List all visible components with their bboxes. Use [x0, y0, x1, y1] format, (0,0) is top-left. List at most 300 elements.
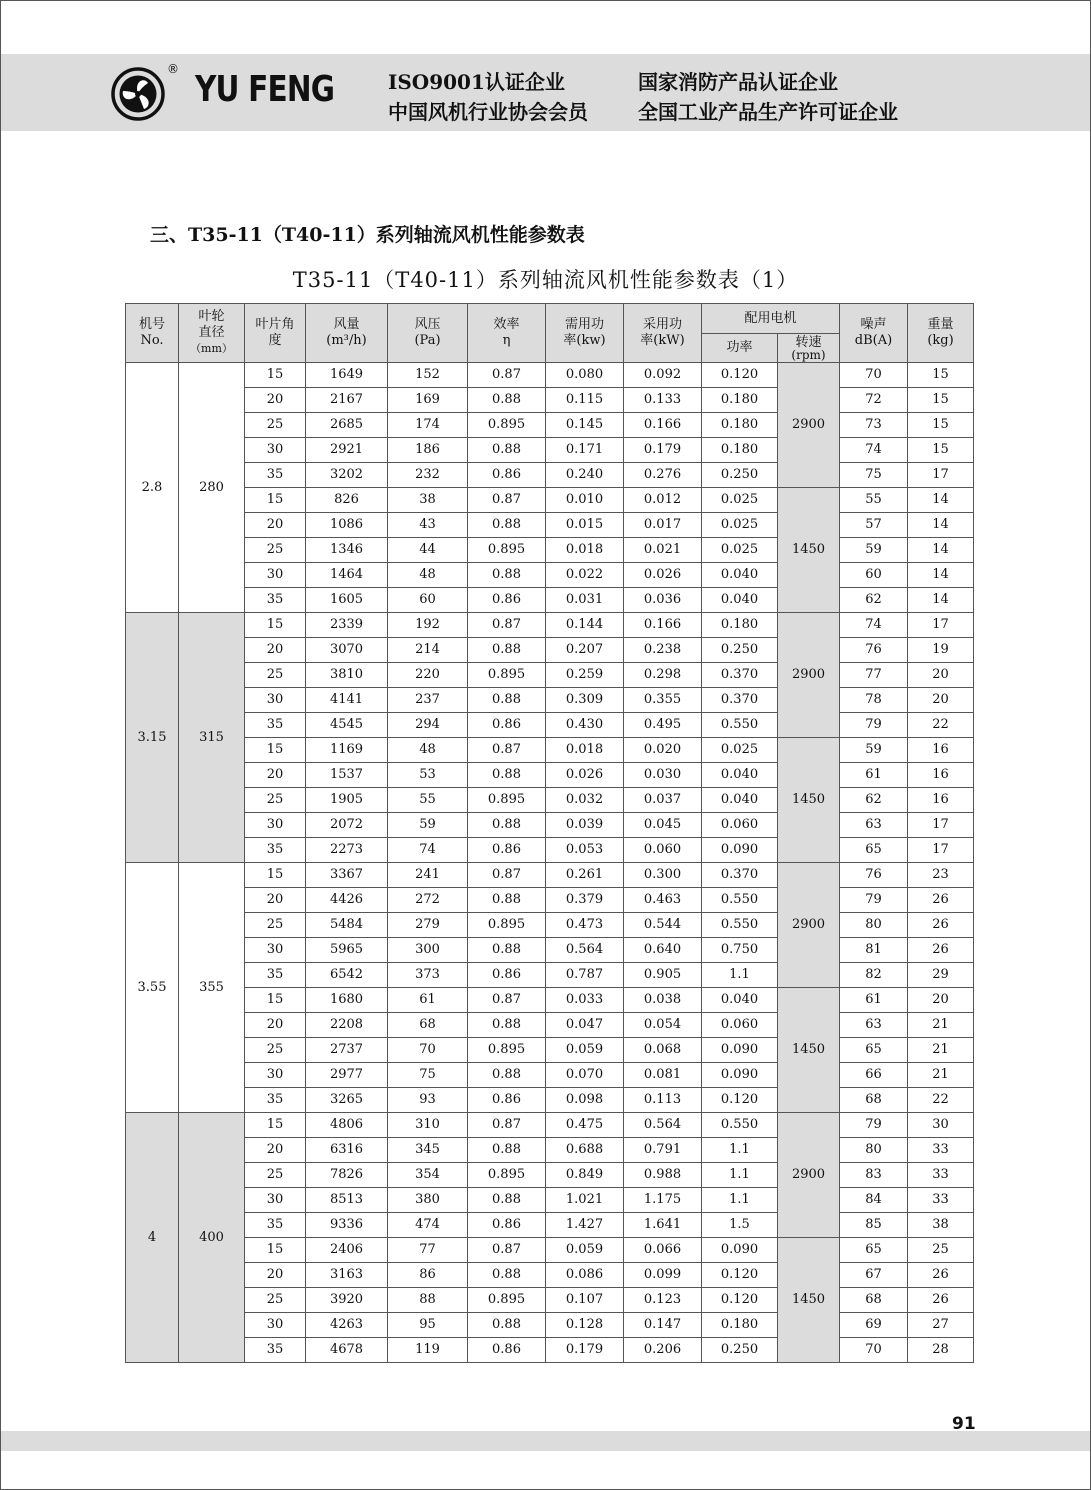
pressure-cell: 74 [388, 838, 468, 863]
motor-speed-cell: 1450 [778, 738, 840, 863]
weight-cell: 21 [908, 1038, 974, 1063]
angle-cell: 25 [245, 788, 306, 813]
efficiency-cell: 0.88 [468, 1313, 546, 1338]
weight-cell: 14 [908, 563, 974, 588]
used-power-cell: 0.147 [624, 1313, 702, 1338]
table-row [126, 513, 974, 538]
noise-cell: 85 [840, 1213, 908, 1238]
noise-cell: 59 [840, 738, 908, 763]
noise-cell: 65 [840, 1038, 908, 1063]
table-row [126, 588, 974, 613]
motor-power-cell: 0.090 [702, 838, 778, 863]
pressure-cell: 38 [388, 488, 468, 513]
table-row [126, 838, 974, 863]
table-row [126, 613, 974, 638]
diameter-cell: 355 [179, 863, 245, 1113]
weight-cell: 23 [908, 863, 974, 888]
angle-cell: 15 [245, 1238, 306, 1263]
required-power-cell: 0.098 [546, 1088, 624, 1113]
pressure-cell: 232 [388, 463, 468, 488]
required-power-cell: 0.688 [546, 1138, 624, 1163]
noise-cell: 79 [840, 713, 908, 738]
angle-cell: 20 [245, 888, 306, 913]
efficiency-cell: 0.86 [468, 713, 546, 738]
required-power-cell: 0.309 [546, 688, 624, 713]
pressure-cell: 119 [388, 1338, 468, 1363]
pressure-cell: 474 [388, 1213, 468, 1238]
pressure-cell: 310 [388, 1113, 468, 1138]
weight-cell: 20 [908, 988, 974, 1013]
table-row [126, 963, 974, 988]
required-power-cell: 0.031 [546, 588, 624, 613]
table-row [126, 988, 974, 1013]
required-power-cell: 0.430 [546, 713, 624, 738]
noise-cell: 84 [840, 1188, 908, 1213]
used-power-cell: 0.791 [624, 1138, 702, 1163]
efficiency-cell: 0.88 [468, 813, 546, 838]
table-row [126, 1013, 974, 1038]
table-row [126, 1313, 974, 1338]
required-power-cell: 0.171 [546, 438, 624, 463]
pressure-cell: 241 [388, 863, 468, 888]
flow-cell: 7826 [306, 1163, 388, 1188]
pressure-cell: 214 [388, 638, 468, 663]
efficiency-cell: 0.895 [468, 788, 546, 813]
required-power-cell: 0.059 [546, 1238, 624, 1263]
weight-cell: 15 [908, 413, 974, 438]
weight-cell: 19 [908, 638, 974, 663]
flow-cell: 1169 [306, 738, 388, 763]
table-row [126, 813, 974, 838]
weight-cell: 33 [908, 1138, 974, 1163]
table-row [126, 663, 974, 688]
noise-cell: 78 [840, 688, 908, 713]
motor-power-cell: 0.370 [702, 688, 778, 713]
flow-cell: 3202 [306, 463, 388, 488]
pressure-cell: 279 [388, 913, 468, 938]
flow-cell: 3367 [306, 863, 388, 888]
used-power-cell: 0.026 [624, 563, 702, 588]
table-row [126, 563, 974, 588]
efficiency-cell: 0.895 [468, 538, 546, 563]
flow-cell: 5484 [306, 913, 388, 938]
flow-cell: 4545 [306, 713, 388, 738]
used-power-cell: 0.564 [624, 1113, 702, 1138]
required-power-cell: 0.259 [546, 663, 624, 688]
diameter-cell: 315 [179, 613, 245, 863]
flow-cell: 6316 [306, 1138, 388, 1163]
table-row [126, 688, 974, 713]
weight-cell: 14 [908, 488, 974, 513]
required-power-cell: 0.144 [546, 613, 624, 638]
table-row [126, 1213, 974, 1238]
angle-cell: 30 [245, 1188, 306, 1213]
pressure-cell: 152 [388, 363, 468, 388]
performance-table [125, 303, 974, 1363]
used-power-cell: 0.030 [624, 763, 702, 788]
used-power-cell: 1.175 [624, 1188, 702, 1213]
efficiency-cell: 0.87 [468, 363, 546, 388]
motor-power-cell: 0.250 [702, 638, 778, 663]
used-power-cell: 0.045 [624, 813, 702, 838]
weight-cell: 26 [908, 888, 974, 913]
angle-cell: 35 [245, 463, 306, 488]
flow-cell: 3920 [306, 1288, 388, 1313]
flow-cell: 3070 [306, 638, 388, 663]
required-power-cell: 0.107 [546, 1288, 624, 1313]
col-header-motor-power: 功率 [702, 334, 778, 363]
noise-cell: 76 [840, 863, 908, 888]
flow-cell: 4806 [306, 1113, 388, 1138]
motor-speed-cell: 1450 [778, 1238, 840, 1363]
efficiency-cell: 0.88 [468, 688, 546, 713]
col-header-flow: 风量 (m³/h) [306, 304, 388, 363]
angle-cell: 25 [245, 538, 306, 563]
table-row [126, 1238, 974, 1263]
pressure-cell: 380 [388, 1188, 468, 1213]
noise-cell: 62 [840, 588, 908, 613]
table-row [126, 1113, 974, 1138]
efficiency-cell: 0.88 [468, 1063, 546, 1088]
used-power-cell: 0.544 [624, 913, 702, 938]
page-number: 91 [952, 1414, 976, 1434]
noise-cell: 77 [840, 663, 908, 688]
used-power-cell: 0.988 [624, 1163, 702, 1188]
motor-power-cell: 0.040 [702, 563, 778, 588]
pressure-cell: 294 [388, 713, 468, 738]
brand-name: YU FENG [195, 69, 335, 110]
used-power-cell: 0.133 [624, 388, 702, 413]
motor-speed-cell: 2900 [778, 1113, 840, 1238]
weight-cell: 38 [908, 1213, 974, 1238]
motor-power-cell: 0.750 [702, 938, 778, 963]
weight-cell: 33 [908, 1188, 974, 1213]
efficiency-cell: 0.86 [468, 1213, 546, 1238]
required-power-cell: 0.018 [546, 738, 624, 763]
pressure-cell: 59 [388, 813, 468, 838]
table-row [126, 438, 974, 463]
motor-power-cell: 0.550 [702, 913, 778, 938]
noise-cell: 67 [840, 1263, 908, 1288]
pressure-cell: 373 [388, 963, 468, 988]
required-power-cell: 0.564 [546, 938, 624, 963]
pressure-cell: 192 [388, 613, 468, 638]
required-power-cell: 0.145 [546, 413, 624, 438]
angle-cell: 30 [245, 938, 306, 963]
flow-cell: 1649 [306, 363, 388, 388]
required-power-cell: 0.086 [546, 1263, 624, 1288]
motor-power-cell: 0.040 [702, 788, 778, 813]
pressure-cell: 86 [388, 1263, 468, 1288]
weight-cell: 15 [908, 363, 974, 388]
fan-no-cell: 3.55 [126, 863, 179, 1113]
weight-cell: 17 [908, 838, 974, 863]
used-power-cell: 0.066 [624, 1238, 702, 1263]
used-power-cell: 0.300 [624, 863, 702, 888]
angle-cell: 25 [245, 1163, 306, 1188]
weight-cell: 21 [908, 1013, 974, 1038]
angle-cell: 15 [245, 613, 306, 638]
efficiency-cell: 0.895 [468, 413, 546, 438]
required-power-cell: 0.128 [546, 1313, 624, 1338]
required-power-cell: 0.026 [546, 763, 624, 788]
cert-license: 全国工业产品生产许可证企业 [638, 100, 898, 124]
used-power-cell: 0.238 [624, 638, 702, 663]
pressure-cell: 300 [388, 938, 468, 963]
table-row [126, 1088, 974, 1113]
noise-cell: 75 [840, 463, 908, 488]
pressure-cell: 220 [388, 663, 468, 688]
required-power-cell: 0.070 [546, 1063, 624, 1088]
motor-power-cell: 0.550 [702, 713, 778, 738]
used-power-cell: 0.038 [624, 988, 702, 1013]
angle-cell: 20 [245, 513, 306, 538]
col-header-pressure: 风压 (Pa) [388, 304, 468, 363]
motor-power-cell: 0.090 [702, 1063, 778, 1088]
weight-cell: 17 [908, 813, 974, 838]
cert-iso: ISO9001认证企业 [388, 70, 565, 94]
required-power-cell: 0.787 [546, 963, 624, 988]
angle-cell: 25 [245, 413, 306, 438]
angle-cell: 20 [245, 1138, 306, 1163]
angle-cell: 35 [245, 1338, 306, 1363]
weight-cell: 17 [908, 463, 974, 488]
flow-cell: 1605 [306, 588, 388, 613]
required-power-cell: 0.240 [546, 463, 624, 488]
required-power-cell: 0.039 [546, 813, 624, 838]
noise-cell: 72 [840, 388, 908, 413]
used-power-cell: 0.298 [624, 663, 702, 688]
weight-cell: 26 [908, 1263, 974, 1288]
required-power-cell: 0.059 [546, 1038, 624, 1063]
efficiency-cell: 0.87 [468, 988, 546, 1013]
col-header-motor-speed: 转速 (rpm) [778, 334, 840, 363]
required-power-cell: 0.010 [546, 488, 624, 513]
table-row [126, 1063, 974, 1088]
used-power-cell: 0.355 [624, 688, 702, 713]
weight-cell: 30 [908, 1113, 974, 1138]
weight-cell: 14 [908, 538, 974, 563]
flow-cell: 2339 [306, 613, 388, 638]
required-power-cell: 0.033 [546, 988, 624, 1013]
weight-cell: 33 [908, 1163, 974, 1188]
motor-power-cell: 0.025 [702, 488, 778, 513]
motor-power-cell: 1.1 [702, 1188, 778, 1213]
motor-power-cell: 0.250 [702, 463, 778, 488]
used-power-cell: 0.037 [624, 788, 702, 813]
required-power-cell: 0.015 [546, 513, 624, 538]
angle-cell: 20 [245, 1013, 306, 1038]
flow-cell: 1086 [306, 513, 388, 538]
table-row [126, 363, 974, 388]
angle-cell: 25 [245, 1288, 306, 1313]
efficiency-cell: 0.88 [468, 638, 546, 663]
angle-cell: 15 [245, 738, 306, 763]
motor-power-cell: 0.120 [702, 1263, 778, 1288]
flow-cell: 826 [306, 488, 388, 513]
motor-power-cell: 0.090 [702, 1038, 778, 1063]
table-row [126, 538, 974, 563]
angle-cell: 15 [245, 863, 306, 888]
efficiency-cell: 0.86 [468, 963, 546, 988]
used-power-cell: 0.081 [624, 1063, 702, 1088]
pressure-cell: 95 [388, 1313, 468, 1338]
noise-cell: 79 [840, 888, 908, 913]
efficiency-cell: 0.86 [468, 588, 546, 613]
required-power-cell: 0.473 [546, 913, 624, 938]
weight-cell: 15 [908, 388, 974, 413]
footer-band [1, 1431, 1090, 1451]
flow-cell: 2072 [306, 813, 388, 838]
motor-power-cell: 0.120 [702, 363, 778, 388]
flow-cell: 8513 [306, 1188, 388, 1213]
flow-cell: 4141 [306, 688, 388, 713]
efficiency-cell: 0.88 [468, 1138, 546, 1163]
noise-cell: 57 [840, 513, 908, 538]
efficiency-cell: 0.88 [468, 388, 546, 413]
weight-cell: 20 [908, 688, 974, 713]
motor-power-cell: 0.120 [702, 1288, 778, 1313]
motor-power-cell: 0.180 [702, 1313, 778, 1338]
efficiency-cell: 0.87 [468, 1113, 546, 1138]
flow-cell: 2273 [306, 838, 388, 863]
required-power-cell: 0.022 [546, 563, 624, 588]
motor-speed-cell: 2900 [778, 863, 840, 988]
angle-cell: 15 [245, 363, 306, 388]
used-power-cell: 0.017 [624, 513, 702, 538]
pressure-cell: 174 [388, 413, 468, 438]
motor-power-cell: 0.040 [702, 763, 778, 788]
efficiency-cell: 0.88 [468, 513, 546, 538]
pressure-cell: 60 [388, 588, 468, 613]
fan-no-cell: 4 [126, 1113, 179, 1363]
motor-power-cell: 1.5 [702, 1213, 778, 1238]
flow-cell: 4263 [306, 1313, 388, 1338]
fan-logo-icon [111, 67, 165, 121]
pressure-cell: 48 [388, 738, 468, 763]
table-row [126, 1188, 974, 1213]
motor-speed-cell: 2900 [778, 363, 840, 488]
angle-cell: 30 [245, 563, 306, 588]
flow-cell: 2685 [306, 413, 388, 438]
noise-cell: 80 [840, 913, 908, 938]
required-power-cell: 0.032 [546, 788, 624, 813]
motor-speed-cell: 1450 [778, 988, 840, 1113]
noise-cell: 60 [840, 563, 908, 588]
efficiency-cell: 0.88 [468, 1188, 546, 1213]
motor-power-cell: 0.090 [702, 1238, 778, 1263]
col-header-motor: 配用电机 [702, 304, 840, 334]
noise-cell: 63 [840, 1013, 908, 1038]
flow-cell: 2167 [306, 388, 388, 413]
weight-cell: 22 [908, 1088, 974, 1113]
fan-no-cell: 3.15 [126, 613, 179, 863]
table-row [126, 1338, 974, 1363]
noise-cell: 62 [840, 788, 908, 813]
required-power-cell: 0.179 [546, 1338, 624, 1363]
pressure-cell: 68 [388, 1013, 468, 1038]
pressure-cell: 345 [388, 1138, 468, 1163]
used-power-cell: 0.179 [624, 438, 702, 463]
noise-cell: 80 [840, 1138, 908, 1163]
efficiency-cell: 0.895 [468, 913, 546, 938]
motor-power-cell: 0.040 [702, 988, 778, 1013]
angle-cell: 30 [245, 813, 306, 838]
motor-speed-cell: 2900 [778, 613, 840, 738]
flow-cell: 6542 [306, 963, 388, 988]
noise-cell: 65 [840, 1238, 908, 1263]
noise-cell: 70 [840, 1338, 908, 1363]
noise-cell: 76 [840, 638, 908, 663]
registered-mark: ® [167, 62, 179, 76]
table-row [126, 738, 974, 763]
weight-cell: 16 [908, 763, 974, 788]
required-power-cell: 1.427 [546, 1213, 624, 1238]
weight-cell: 14 [908, 513, 974, 538]
col-header-used-power: 采用功 率(kW) [624, 304, 702, 363]
fan-no-cell: 2.8 [126, 363, 179, 613]
noise-cell: 55 [840, 488, 908, 513]
angle-cell: 15 [245, 988, 306, 1013]
required-power-cell: 0.053 [546, 838, 624, 863]
pressure-cell: 88 [388, 1288, 468, 1313]
flow-cell: 4678 [306, 1338, 388, 1363]
pressure-cell: 53 [388, 763, 468, 788]
motor-power-cell: 0.040 [702, 588, 778, 613]
flow-cell: 4426 [306, 888, 388, 913]
required-power-cell: 0.261 [546, 863, 624, 888]
table-row [126, 463, 974, 488]
motor-power-cell: 0.370 [702, 863, 778, 888]
efficiency-cell: 0.88 [468, 438, 546, 463]
flow-cell: 2921 [306, 438, 388, 463]
pressure-cell: 61 [388, 988, 468, 1013]
angle-cell: 35 [245, 838, 306, 863]
noise-cell: 73 [840, 413, 908, 438]
flow-cell: 2406 [306, 1238, 388, 1263]
efficiency-cell: 0.87 [468, 613, 546, 638]
efficiency-cell: 0.86 [468, 463, 546, 488]
weight-cell: 26 [908, 1288, 974, 1313]
noise-cell: 82 [840, 963, 908, 988]
table-row [126, 638, 974, 663]
table-row [126, 888, 974, 913]
motor-power-cell: 0.120 [702, 1088, 778, 1113]
flow-cell: 1346 [306, 538, 388, 563]
cert-association: 中国风机行业协会会员 [388, 100, 588, 124]
used-power-cell: 0.054 [624, 1013, 702, 1038]
pressure-cell: 77 [388, 1238, 468, 1263]
pressure-cell: 169 [388, 388, 468, 413]
pressure-cell: 55 [388, 788, 468, 813]
noise-cell: 74 [840, 438, 908, 463]
angle-cell: 25 [245, 913, 306, 938]
used-power-cell: 0.166 [624, 413, 702, 438]
flow-cell: 9336 [306, 1213, 388, 1238]
efficiency-cell: 0.87 [468, 738, 546, 763]
weight-cell: 15 [908, 438, 974, 463]
col-header-angle: 叶片角 度 [245, 304, 306, 363]
angle-cell: 25 [245, 1038, 306, 1063]
required-power-cell: 0.115 [546, 388, 624, 413]
angle-cell: 35 [245, 1213, 306, 1238]
table-row [126, 1263, 974, 1288]
required-power-cell: 0.475 [546, 1113, 624, 1138]
efficiency-cell: 0.895 [468, 1163, 546, 1188]
motor-speed-cell: 1450 [778, 488, 840, 613]
motor-power-cell: 1.1 [702, 1138, 778, 1163]
diameter-cell: 400 [179, 1113, 245, 1363]
